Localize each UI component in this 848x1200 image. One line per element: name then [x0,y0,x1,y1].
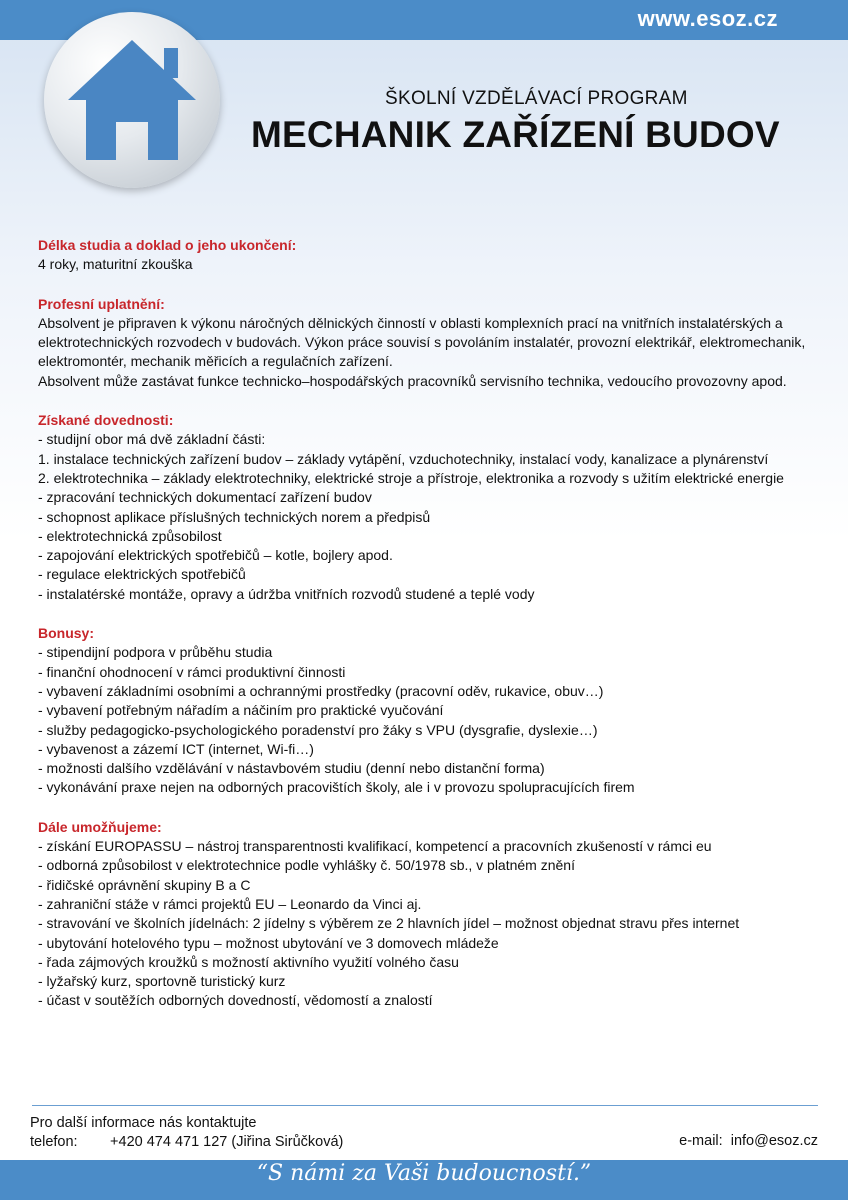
list-item: - řada zájmových kroužků s možností aktivního využití volného času [38,953,459,970]
phone-label: telefon: [30,1134,78,1150]
section-also-offer [38,818,818,1011]
content [38,236,818,1031]
list-item: - ubytování hotelového typu – možnost ubytování ve 3 domovech mládeže [38,934,499,951]
section-study-length [38,236,818,275]
list-item: - vykonávání praxe nejen na odborných pracovištích školy, ale i v provozu spolupracujících firem [38,779,635,796]
footer-divider [32,1105,818,1106]
list-item: - elektrotechnická způsobilost [38,527,222,544]
list-item: - finanční ohodnocení v rámci produktivní činnosti [38,663,346,680]
list-item: - lyžařský kurz, sportovně turistický kurz [38,973,286,990]
list-item: - schopnost aplikace příslušných technických norem a předpisů [38,508,431,525]
section-heading: Délka studia a doklad o jeho ukončení: [38,237,297,253]
text-line: 4 roky, maturitní zkouška [38,256,193,273]
list-item: - vybavení potřebným nářadím a náčiním pro praktické vyučování [38,702,444,719]
slogan: “S námi za Vaši budoucností.” [256,1161,592,1186]
list-item: - vybavení základními osobními a ochrannými prostředky (pracovní oděv, rukavice, obuv…) [38,682,604,699]
phone-row [30,1133,343,1152]
list-item: - regulace elektrických spotřebičů [38,566,246,583]
text-paragraph: Absolvent je připraven k výkonu náročných dělnických činností v oblasti komplexních prací na vnitřních instalatérských a elektrotechnických rozvodech v budovách. Výkon práce souvisí s povoláním instalatér, provozní elektrikář, elektromechanik, elektromontér, mechanik měřicích a regulačních zařízení. [38,314,806,370]
list-item: - zahraniční stáže v rámci projektů EU – Leonardo da Vinci aj. [38,895,422,912]
list-item: - řidičské oprávnění skupiny B a C [38,876,251,893]
website-url[interactable]: www.esoz.cz [637,6,778,31]
list-item: - vybavenost a zázemí ICT (internet, Wi-fi…) [38,740,314,757]
text-paragraph: Absolvent může zastávat funkce technicko–hospodářských pracovníků servisního technika, vedoucího provozovny apod. [38,372,787,389]
list-item: - služby pedagogicko-psychologického poradenství pro žáky s VPU (dysgrafie, dyslexie…) [38,721,598,738]
email-row [679,1133,818,1149]
list-item: 1. instalace technických zařízení budov – základy vytápění, vzduchotechniky, instalací vody, kanalizace a plynárenství [38,450,769,467]
section-heading: Bonusy: [38,625,94,642]
section-heading: Profesní uplatnění: [38,295,165,312]
list-item: - studijní obor má dvě základní části: [38,431,266,448]
list-item: - získání EUROPASSU – nástroj transparentnosti kvalifikací, kompetencí a pracovních zkušeností v rámci eu [38,838,712,855]
list-item: - účast v soutěžích odborných dovedností, vědomostí a znalostí [38,992,433,1009]
list-item: - stravování ve školních jídelnách: 2 jídelny s výběrem ze 2 hlavních jídel – možnost objednat stravu přes internet [38,915,740,932]
section-skills [38,411,818,604]
contact-intro: Pro další informace nás kontaktujte [30,1115,257,1131]
email-label: e-mail: [679,1133,723,1149]
list-item: - stipendijní podpora v průběhu studia [38,644,273,661]
email-value[interactable]: info@esoz.cz [730,1133,818,1149]
list-item: - instalatérské montáže, opravy a údržba vnitřních rozvodů studené a teplé vody [38,585,535,602]
list-item: - možnosti dalšího vzdělávání v nástavbovém studiu (denní nebo distanční forma) [38,760,545,777]
page-title: MECHANIK ZAŘÍZENÍ BUDOV [251,114,780,155]
phone-value[interactable]: +420 474 471 127 (Jiřina Sirůčková) [110,1134,344,1150]
list-item: 2. elektrotechnika – základy elektrotechniky, elektrické stroje a přístroje, elektronika a rozvody s užitím elektrické energie [38,469,784,486]
section-bonuses [38,624,818,798]
list-item: - odborná způsobilost v elektrotechnice podle vyhlášky č. 50/1978 sb., v platném znění [38,857,575,874]
footer-contact [30,1114,343,1152]
section-career [38,295,818,391]
logo-circle [44,12,220,188]
section-heading: Dále umožňujeme: [38,818,162,835]
list-item: - zapojování elektrických spotřebičů – kotle, bojlery apod. [38,547,393,564]
list-item: - zpracování technických dokumentací zařízení budov [38,489,372,506]
section-heading: Získané dovednosti: [38,412,174,429]
program-subtitle: ŠKOLNÍ VZDĚLÁVACÍ PROGRAM [385,88,688,109]
